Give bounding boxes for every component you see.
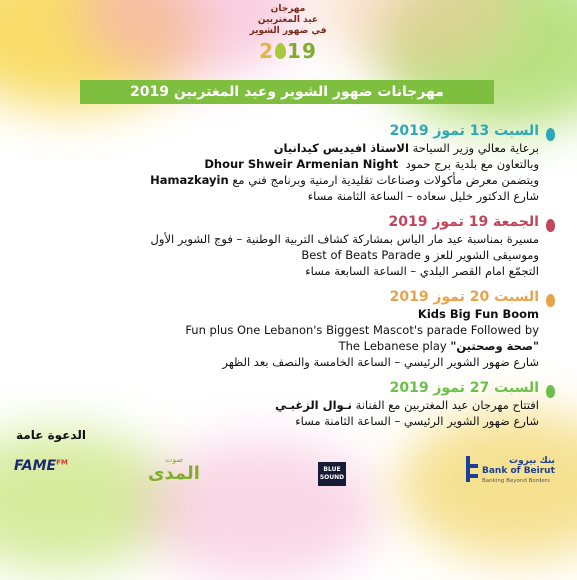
event-line: افتتاح مهرجان عيد المغتربين مع الفنانة نـوال الزغبـي — [275, 398, 539, 412]
public-invitation-note: الدعوة عامة — [16, 428, 86, 442]
event-list — [40, 122, 555, 429]
event-line: وبالتعاون مع بلدية برج حمود Dhour Shweir Armenian Night — [204, 157, 539, 171]
event-line: شارع ضهور الشوير الرئيسي – الساعة الخامسة والنصف بعد الظهر — [222, 355, 539, 369]
event-date: السبت 13 تموز 2019 — [389, 123, 539, 139]
event-item-july-27 — [40, 379, 555, 429]
pine-cone-icon — [546, 385, 555, 398]
event-line: Fun plus One Lebanon's Biggest Mascot's parade Followed by — [185, 323, 539, 337]
logo-line-2: عيد المغتربين — [257, 15, 319, 25]
event-line: Kids Big Fun Boom — [417, 307, 539, 321]
bank-of-beirut-logo: بنك بيروت Bank of Beirut Banking Beyond Borders — [466, 456, 555, 486]
event-line: وموسيقى الشوير للعز و Best of Beats Parade — [301, 248, 539, 262]
event-line: مسيرة بمناسبة عيد مار الياس بمشاركة كشاف التربية الوطنية – فوج الشوير الأول — [150, 232, 539, 246]
event-line: شارع الدكتور خليل سعاده – الساعة الثامنة مساء — [307, 189, 539, 203]
sawt-al-mada-logo: صوت المدى — [148, 455, 200, 484]
event-date: السبت 20 تموز 2019 — [389, 289, 539, 305]
pine-cone-icon — [275, 43, 286, 59]
logo-line-3: في ضهور الشوير — [249, 26, 327, 36]
event-item-july-13 — [40, 122, 555, 204]
festival-logo — [238, 4, 338, 63]
pine-cone-icon — [546, 128, 555, 141]
blue-sound-logo: BLUE SOUND — [318, 462, 346, 486]
logo-year-suffix: 19 — [287, 39, 317, 63]
title-banner: مهرجانات ضهور الشوير وعيد المغتربين 2019 — [80, 80, 494, 104]
event-line: "صحة وصحتين" The Lebanese play — [338, 339, 539, 353]
pine-cone-icon — [546, 294, 555, 307]
event-line: التجمّع امام القصر البلدي – الساعة السابعة مساء — [305, 264, 539, 278]
pine-cone-icon — [546, 219, 555, 232]
logo-year — [238, 39, 338, 63]
event-item-july-20 — [40, 288, 555, 370]
event-line: برعاية معالي وزير السياحة الاستاذ افيديس كيدانيان — [273, 141, 539, 155]
event-line: شارع ضهور الشوير الرئيسي – الساعة الثامنة مساء — [295, 414, 539, 428]
logo-year-prefix: 2 — [259, 39, 275, 63]
logo-line-1: مهرجان — [270, 4, 306, 14]
event-date: السبت 27 تموز 2019 — [389, 380, 539, 396]
event-item-july-19 — [40, 213, 555, 279]
event-line: ويتضمن معرض مأكولات وصناعات تقليدية ارمنية وبرنامج فني مع Hamazkayin — [150, 173, 539, 187]
fame-fm-logo: $FAME^{FM}$ — [14, 458, 68, 474]
event-date: الجمعة 19 تموز 2019 — [388, 214, 539, 230]
bank-of-beirut-icon — [466, 456, 478, 482]
